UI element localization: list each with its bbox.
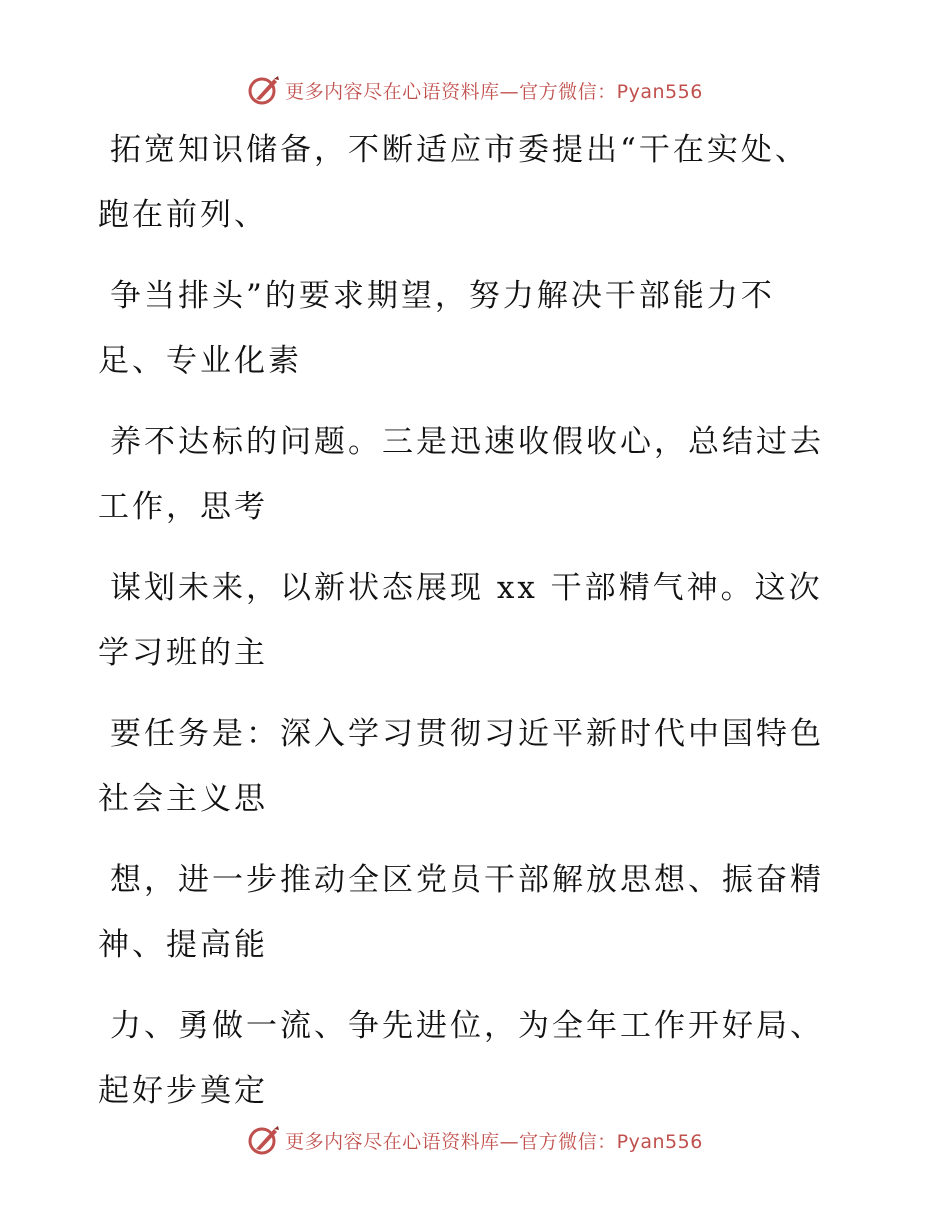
paragraph [98, 410, 838, 540]
paragraph-line: 足、专业化素 [98, 343, 302, 379]
paragraph-line: 工作，思考 [98, 489, 268, 525]
paragraph [98, 702, 838, 832]
footer-banner [0, 1120, 950, 1160]
quill-logo-icon [247, 73, 281, 107]
paragraph-line: 争当排头”的要求期望，努力解决干部能力不 [110, 278, 775, 314]
paragraph-line: 社会主义思 [98, 781, 268, 817]
document-body [98, 118, 838, 1140]
paragraph-line: 起好步奠定 [98, 1073, 268, 1109]
paragraph [98, 118, 838, 248]
paragraph-line: 拓宽知识储备，不断适应市委提出“干在实处、 [110, 132, 809, 168]
paragraph-line: 想，进一步推动全区党员干部解放思想、振奋精 [110, 862, 824, 898]
paragraph [98, 556, 838, 686]
paragraph [98, 264, 838, 394]
paragraph-line: 力、勇做一流、争先进位，为全年工作开好局、 [110, 1008, 824, 1044]
header-banner-text: 更多内容尽在心语资料库—官方微信：Pyan556 [285, 80, 703, 103]
quill-logo-icon [247, 1123, 281, 1157]
paragraph-line: 神、提高能 [98, 927, 268, 963]
paragraph-line: 学习班的主 [98, 635, 268, 671]
paragraph-line: 跑在前列、 [98, 197, 268, 233]
paragraph-line: 要任务是：深入学习贯彻习近平新时代中国特色 [110, 716, 824, 752]
paragraph-line: 养不达标的问题。三是迅速收假收心，总结过去 [110, 424, 824, 460]
footer-banner-text: 更多内容尽在心语资料库—官方微信：Pyan556 [285, 1130, 703, 1153]
paragraph [98, 994, 838, 1124]
header-banner [0, 70, 950, 110]
paragraph [98, 848, 838, 978]
paragraph-line: 谋划未来，以新状态展现 xx 干部精气神。这次 [110, 570, 823, 606]
